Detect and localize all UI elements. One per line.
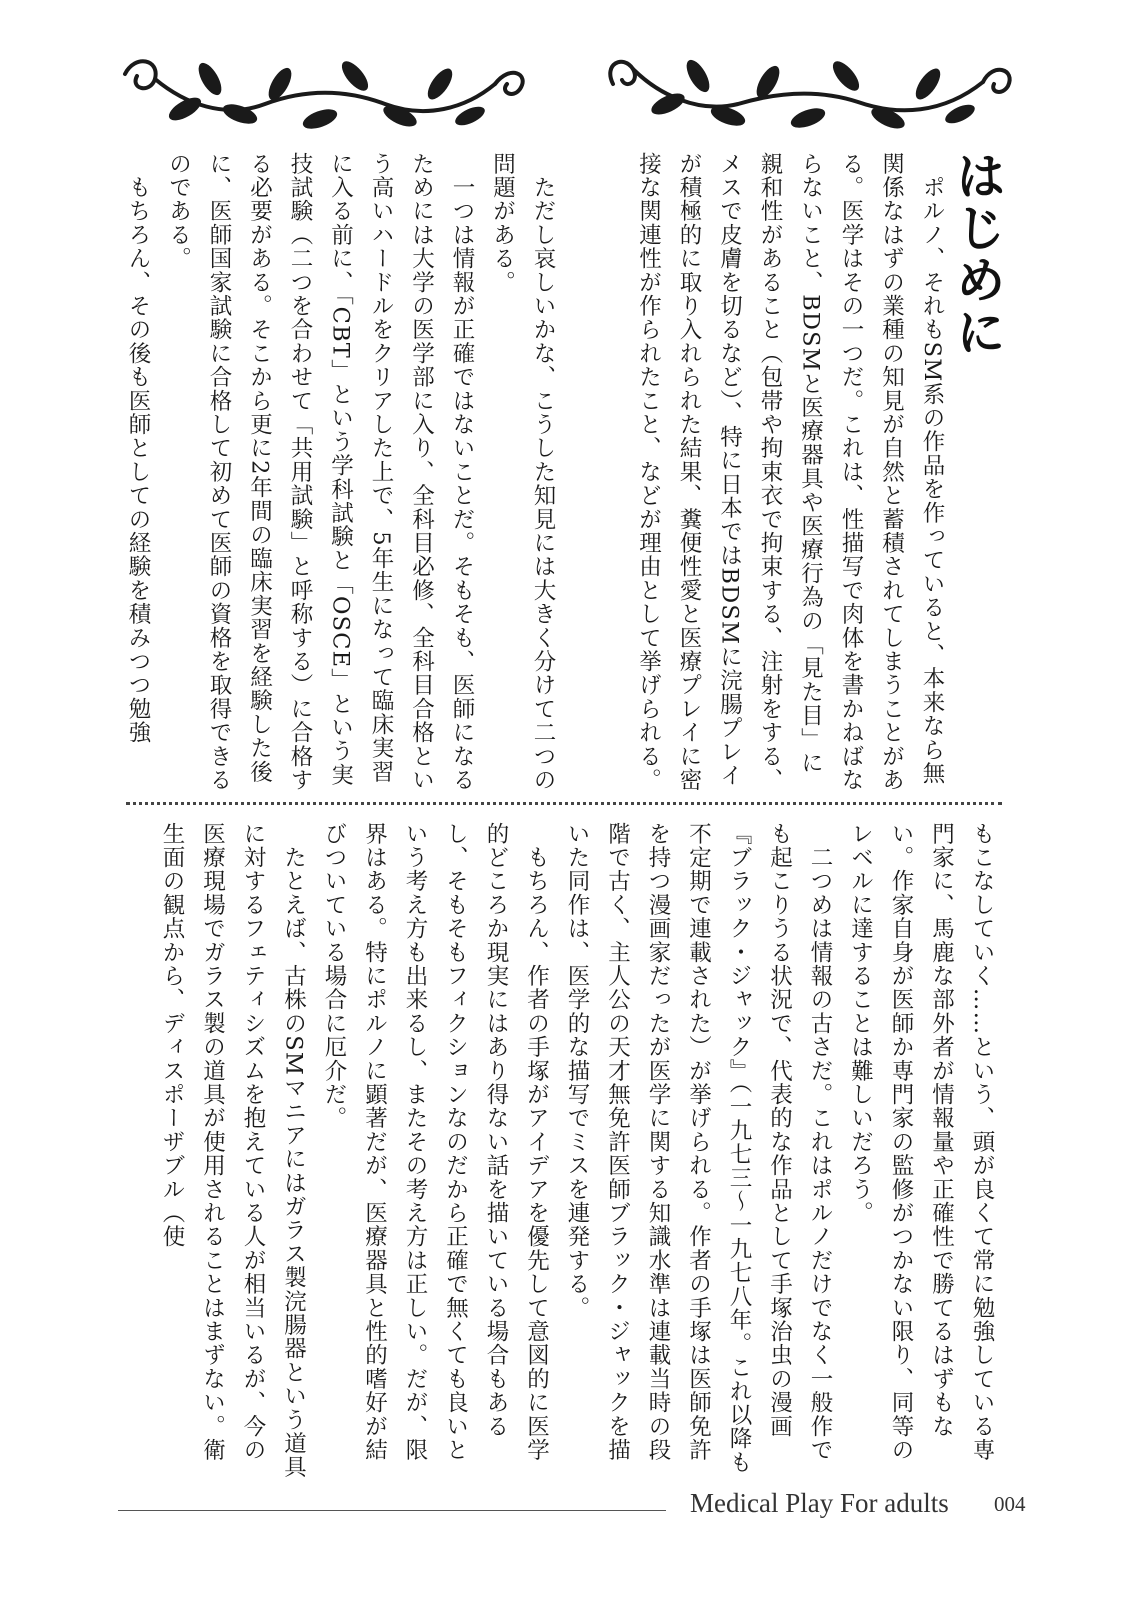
paragraph: たとえば、古株のSMマニアにはガラス製浣腸器という道具に対するフェティシズムを抱えている人が相当いるが、今の医療現場でガラス製の道具が使用されることはまずない。衛生面の観点から、ディスポーザブル（使 bbox=[159, 822, 307, 1480]
footer-book-title: Medical Play For adults bbox=[690, 1488, 949, 1518]
paragraph: ただし哀しいかな、こうした知見には大きく分けて二つの問題がある。 bbox=[489, 152, 556, 792]
body-text-lower bbox=[117, 822, 1002, 1482]
paragraph: 一つは情報が正確ではないことだ。そもそも、医師になるためには大学の医学部に入り、全科目必修、全科目合格という高いハードルをクリアした上で、5年生になって臨床実習に入る前に、「CBT」という学科試験と「OSCE」という実技試験（二つを合わせて「共用試験」と呼称する）に合格する必要がある。そこから更に2年間の臨床実習を経験した後に、医師国家試験に合格して初めて医師の資格を取得できるのである。 bbox=[165, 152, 475, 792]
leafy-vine-ornament-icon bbox=[598, 44, 1018, 134]
paragraph: もちろん、作者の手塚がアイデアを優先して意図的に医学的どころか現実にはあり得ない話を描いている場合もあるし、そもそもフィクションなのだから正確で無くても良いという考え方も出来るし、またその考え方は正しい。だが、限界はある。特にポルノに顕著だが、医療器具と性的嗜好が結びついている場合に厄介だ。 bbox=[321, 822, 550, 1462]
paragraph: 二つめは情報の古さだ。これはポルノだけでなく一般作でも起こりうる状況で、代表的な作品として手塚治虫の漫画『ブラック・ジャック』（一九七三〜一九七八年。これ以降も不定期で連載された）が挙げられる。作者の手塚は医師免許を持つ漫画家だったが医学に関する知識水準は連載当時の段階で古く、主人公の天才無免許医師ブラック・ジャックを描いた同作は、医学的な描写でミスを連発する。 bbox=[564, 822, 833, 1475]
footer-rule bbox=[118, 1510, 666, 1511]
leafy-vine-ornament-icon bbox=[115, 44, 535, 134]
page-number: 004 bbox=[994, 1492, 1026, 1516]
paragraph: もこなしていく……という、頭が良くて常に勉強している専門家に、馬鹿な部外者が情報量や正確性で勝てるはずもない。作家自身が医師か専門家の監修がつかない限り、同等のレベルに達することは難しいだろう。 bbox=[847, 822, 995, 1462]
paragraph: ポルノ、それもSM系の作品を作っていると、本来なら無関係なはずの業種の知見が自然と蓄積されてしまうことがある。医学はその一つだ。これは、性描写で肉体を書かねばならないこと、BDSMと医療器具や医療行為の「見た目」に親和性があること（包帯や拘束衣で拘束する、注射をする、メスで皮膚を切るなど）、特に日本ではBDSMに浣腸プレイが積極的に取り入れられた結果、糞便性愛と医療プレイに密接な関連性が作られたこと、などが理由として挙げられる。 bbox=[635, 152, 945, 792]
page-title: はじめに bbox=[948, 150, 1006, 358]
body-text-upper-left bbox=[118, 152, 563, 792]
dotted-divider bbox=[126, 802, 1002, 805]
paragraph: もちろん、その後も医師としての経験を積みつつ勉強 bbox=[125, 152, 151, 745]
body-text-upper-right bbox=[635, 152, 952, 792]
